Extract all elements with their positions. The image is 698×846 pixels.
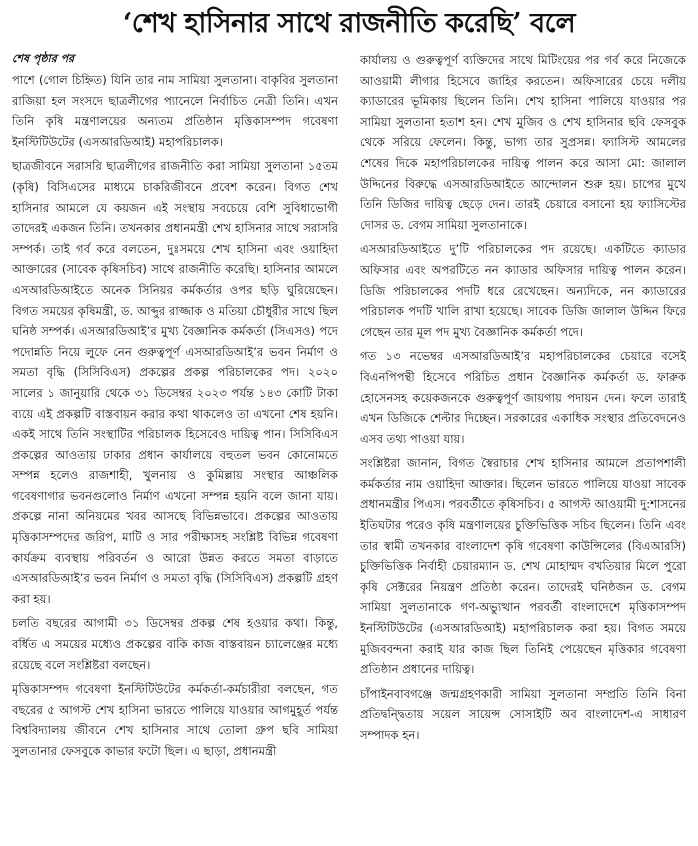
paragraph: ছাত্রজীবনে সরাসরি ছাত্রলীগের রাজনীতি করা সামিয়া সুলতানা ১৫তম (কৃষি) বিসিএসের মাধ্যমে চাকরিজীবনে প্রবেশ করেন। বিগত শেখ হাসিনার আমলে যে কয়জন এই সংস্থায় সবচেয়ে বেশি সুবিধাভোগী তাদেরই একজন তিনি। তখনকার প্রধানমন্ত্রী শেখ হাসিনার সাথে সরাসরি সম্পর্ক। তাই গর্ব করে বলতেন, দুঃসময়ে শেখ হাসিনা এবং ওয়াহিদা আক্তারের (সাবেক কৃষিসচিব) সাথে রাজনীতি করেছি। হাসিনার আমলে এসআরডিআইতে অনেক সিনিয়র কর্মকর্তার ওপর ছড়ি ঘুরিয়েছেন। বিগত সময়ের কৃষিমন্ত্রী, ড. আব্দুর রাজ্জাক ও মতিয়া চৌধুরীর সাথে ছিল ঘনিষ্ঠ সম্পর্ক। এসআরডিআই’র মুখ্য বৈজ্ঞানিক কর্মকর্তা (সিএসও) পদে পদোন্নতি নিয়ে লুফে নেন গুরুত্বপূর্ণ এসআরডিআই’র ভবন নির্মাণ ও সমতা বৃদ্ধি (সিসিবিএস) প্রকল্পের প্রকল্প পরিচালকের পদ। ২০২০ সালের ১ জানুয়ারি থেকে ৩১ ডিসেম্বর ২০২৩ পর্যন্ত ১৪৩ কোটি টাকা ব্যয়ে এই প্রকল্পটি বাস্তবায়ন করার কথা থাকলেও তা এখনো শেষ হয়নি। একই সাথে তিনি সংস্থাটির পরিচালক হিসেবেও দায়িত্ব পান। সিসিবিএস প্রকল্পের আওতায় ঢাকার প্রধান কার্যালয়ে বহুতল ভবন কোনোমতে সম্পন্ন হলেও রাজশাহী, খুলনায় ও কুমিল্লায় সংস্থার আঞ্চলিক গবেষণাগার ভবনগুলোও নির্মাণ এখনো সম্পন্ন হয়নি বলে জানা যায়। প্রকল্পে নানা অনিয়মের খবর আসছে বিভিন্নভাবে। প্রকল্পের আওতায় মৃত্তিকাসম্পদের জরিপ, মাটি ও সার পরীক্ষাসহ সংশ্লিষ্ট বিভিন্ন গবেষণা কার্যক্রম ব্যবস্থায় পরিবর্তন ও আরো উন্নত করতে সমতা বাড়াতে এসআরডিআই’র ভবন নির্মাণ ও সমতা বৃদ্ধি (সিসিবিএস) প্রকল্পটি গ্রহণ করা হয়। xyxy=(12,159,338,606)
paragraph: সংশ্লিষ্টরা জানান, বিগত স্বৈরাচার শেখ হাসিনার আমলে প্রতাপশালী কর্মকর্তার নাম ওয়াহিদা আক্তার। ছিলেন ভারতে পালিয়ে যাওয়া সাবেক প্রধানমন্ত্রীর পিএস। পরবর্তীতে কৃষিসচিব। ৫ আগস্ট আওয়ামী দু:শাসনের ইতিঘটার পরেও কৃষি মন্ত্রণালয়ের চুক্তিভিত্তিক সচিব ছিলেন। তিনি এবং তার স্বামী তখনকার বাংলাদেশ কৃষি গবেষণা কাউন্সিলের (বিএআরসি) চুক্তিভিত্তিক নির্বাহী চেয়ারম্যান ড. শেখ মোহাম্মদ বখতিয়ার মিলে পুরো কৃষি সেক্টরের নিয়ন্ত্রণ প্রতিষ্ঠা করেন। তাদেরই ঘনিষ্ঠজন ড. বেগম সামিয়া সুলতানাকে গণ-অভ্যুত্থান পরবর্তী বাংলাদেশে মৃত্তিকাসম্পদ ইনস্টিটিউটের (এসআরডিআই) মহাপরিচালক করা হয়। বিগত সময়ে মুজিববন্দনা করাই যার কাজ ছিল তিনিই পেয়েছেন মৃত্তিকার গবেষণা প্রতিষ্ঠান প্রধানের দায়িত্ব। xyxy=(360,456,686,677)
paragraph: গত ১৩ নভেম্বর এসআরডিআই’র মহাপরিচালকের চেয়ারে বসেই বিএনপিপন্থী হিসেবে পরিচিত প্রধান বৈজ্ঞানিক কর্মকর্তা ড. ফারুক হোসেনসহ কয়েকজনকে গুরুত্বপূর্ণ জায়গায় পদায়ন দেন। ফলে তারাই এখন ডিজিকে শেল্টার দিচ্ছেন। সরকারের একাধিক সংস্থার প্রতিবেদনেও এসব তথ্য পাওয়া যায়। xyxy=(360,349,686,446)
right-column xyxy=(360,50,686,766)
article-headline: ‘শেখ হাসিনার সাথে রাজনীতি করেছি’ বলে xyxy=(122,8,576,39)
paragraph: চলতি বছরের আগামী ৩১ ডিসেম্বর প্রকল্প শেষ হওয়ার কথা। কিন্তু, বর্ধিত এ সময়ের মধ্যেও প্রকল্পের বাকি কাজ বাস্তবায়ন চ্যালেঞ্জের মধ্যে রয়েছে বলে সংশ্লিষ্টরা বলছেন। xyxy=(12,616,338,672)
left-column xyxy=(12,50,338,766)
paragraph: মৃত্তিকাসম্পদ গবেষণা ইনস্টিটিউটের কর্মকর্তা-কর্মচারীরা বলছেন, গত বছরের ৫ আগস্ট শেখ হাসিনা ভারতে পালিয়ে যাওয়ার আগমুহূর্ত পর্যন্ত বিশ্ববিদ্যালয় জীবনে শেখ হাসিনার সাথে তোলা গ্রুপ ছবি সামিয়া সুলতানার ফেসবুকে কাভার ফটো ছিল। এ ছাড়া, প্রধানমন্ত্রী xyxy=(12,682,338,758)
paragraph: চাঁপাইনবাবগঞ্জে জন্মগ্রহণকারী সামিয়া সুলতানা সম্প্রতি তিনি বিনা প্রতিদ্বন্দ্বিতায় সয়েল সায়েন্স সোসাইটি অব বাংলাদেশ-এ সাধারণ সম্পাদক হন। xyxy=(360,686,686,742)
paragraph: এসআরডিআইতে দু’টি পরিচালকের পদ রয়েছে। একটিতে ক্যাডার অফিসার এবং অপরটিতে নন ক্যাডার অফিসার দায়িত্ব পালন করেন। ডিজি পরিচালকের পদটি ধরে রেখেছেন। অন্যদিকে, নন ক্যাডারের পরিচালক পদটি খালি রাখা হয়েছে। সাবেক ডিজি জালাল উদ্দিন ফিরে গেছেন তার মূল পদ মুখ্য বৈজ্ঞানিক কর্মকর্তা পদে। xyxy=(360,242,686,339)
continuation-kicker: শেষ পৃষ্ঠার পর xyxy=(12,52,75,65)
paragraph: পাশে (গোল চিহ্নিত) যিনি তার নাম সামিয়া সুলতানা। বাকৃবির সুলতানা রাজিয়া হল সংসদে ছাত্রলীগের প্যানেলে নির্বাচিত নেত্রী তিনি। এখন তিনি কৃষি মন্ত্রণালয়ের অন্যতম প্রতিষ্ঠান মৃত্তিকাসম্পদ গবেষণা ইনস্টিটিউটের (এসআরডিআই) মহাপরিচালক। xyxy=(12,73,338,149)
paragraph: কার্যালয় ও গুরুত্বপূর্ণ ব্যক্তিদের সাথে মিটিংয়ের পর গর্ব করে নিজেকে আওয়ামী লীগার হিসেবে জাহির করতেন। অফিসারের চেয়ে দলীয় ক্যাডারের ভূমিকায় ছিলেন তিনি। শেখ হাসিনা পালিয়ে যাওয়ার পর সামিয়া সুলতানা হতাশ হন। শেখ মুজিব ও শেখ হাসিনার ছবি ফেসবুক থেকে সরিয়ে ফেলেন। কিন্তু, ভাগ্য তার সুপ্রসন্ন। ফ্যাসিস্ট আমলের শেষের দিকে মহাপরিচালকের দায়িত্ব পালন করে আসা মো: জালাল উদ্দিনের বিরুদ্ধে এসআরডিআইতে আন্দোলন শুরু হয়। চাপের মুখে তিনি ডিজির দায়িত্ব ছেড়ে দেন। তারই চেয়ারে বসানো হয় ফ্যাসিস্টের দোসর ড. বেগম সামিয়া সুলতানাকে। xyxy=(360,53,686,232)
article-body xyxy=(12,50,686,766)
